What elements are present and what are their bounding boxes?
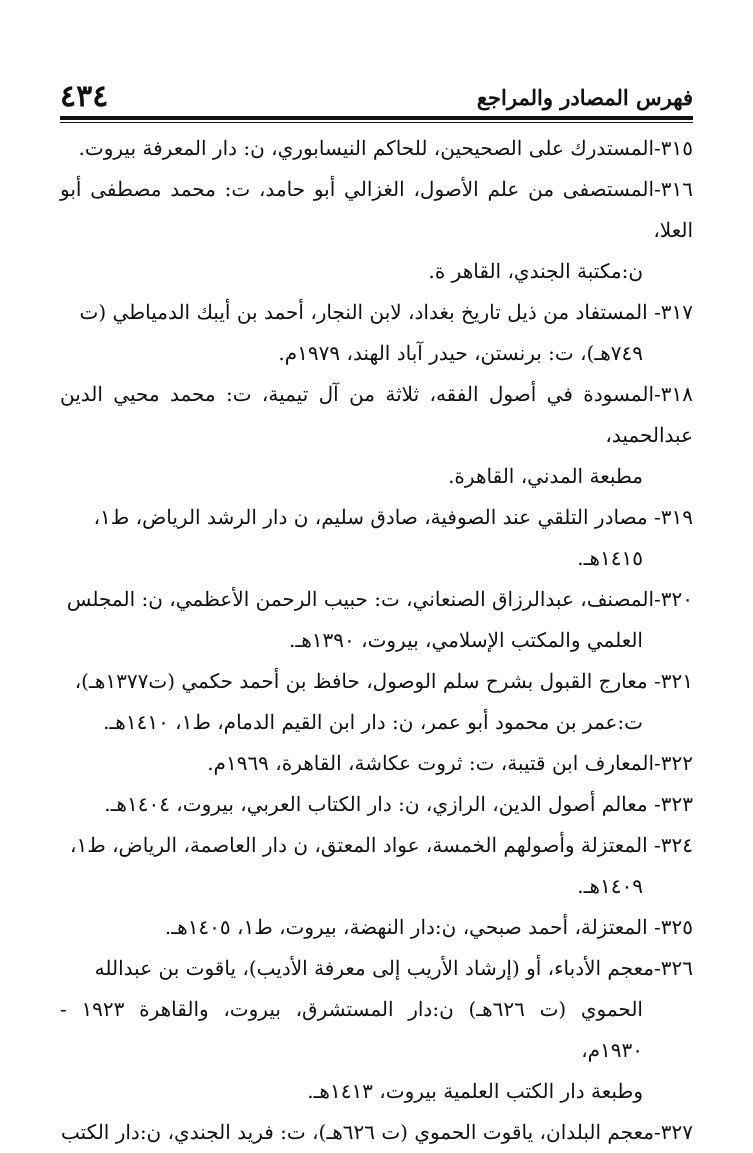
entry-line: ٣١٥-المستدرك على الصحيحين، للحاكم النيسابوري، ن: دار المعرفة بيروت.: [78, 136, 693, 160]
entry-continuation-line: ت:عمر بن محمود أبو عمر، ن: دار ابن القيم الدمام، ط١، ١٤١٠هـ.: [103, 710, 643, 734]
bibliography-list: [60, 128, 693, 1153]
bibliography-entry: [60, 907, 693, 948]
running-title: فهرس المصادر والمراجع: [476, 85, 693, 110]
entry-line: ٣٢٢-المعارف ابن قتيبة، ت: ثروت عكاشة، القاهرة، ١٩٦٩م.: [207, 751, 693, 775]
entry-line: ٣١٦-المستصفى من علم الأصول، الغزالي أبو حامد، ت: محمد مصطفى أبو العلا،: [60, 177, 693, 242]
entry-line: ٣٢٥- المعتزلة، أحمد صبحي، ن:دار النهضة، بيروت، ط١، ١٤٠٥هـ.: [164, 915, 693, 939]
entry-continuation-line: ٧٤٩هـ)، ت: برنستن، حيدر آباد الهند، ١٩٧٩م.: [278, 341, 643, 365]
bibliography-entry: [60, 579, 693, 661]
entry-continuation-line: ن:مكتبة الجندي، القاهر ة.: [428, 259, 643, 283]
bibliography-entry: [60, 1112, 693, 1153]
entry-continuation-line: وطبعة دار الكتب العلمية بيروت، ١٤١٣هـ.: [307, 1079, 643, 1103]
entry-line: ٣١٨-المسودة في أصول الفقه، ثلاثة من آل تيمية، ت: محمد محيي الدين عبدالحميد،: [60, 382, 693, 447]
entry-continuation-line: العلمي والمكتب الإسلامي، بيروت، ١٣٩٠هـ.: [289, 628, 643, 652]
entry-continuation-line: الحموي (ت ٦٢٦هـ) ن:دار المستشرق، بيروت، والقاهرة ١٩٢٣ - ١٩٣٠م،: [60, 997, 643, 1062]
entry-line: ٣٢٣- معالم أصول الدين، الرازي، ن: دار الكتاب العربي، بيروت، ١٤٠٤هـ.: [104, 792, 693, 816]
bibliography-entry: [60, 948, 693, 1112]
page-header: [60, 72, 693, 112]
bibliography-entry: [60, 497, 693, 579]
entry-line: ٣٢٧-معجم البلدان، ياقوت الحموي (ت ٦٢٦هـ)، ت: فريد الجندي، ن:دار الكتب: [60, 1120, 693, 1144]
header-rule-thick: [60, 116, 693, 120]
bibliography-entry: [60, 128, 693, 169]
entry-line: ٣١٩- مصادر التلقي عند الصوفية، صادق سليم، ن دار الرشد الرياض، ط١،: [93, 505, 693, 529]
bibliography-entry: [60, 292, 693, 374]
entry-line: ٣٢٠-المصنف، عبدالرزاق الصنعاني، ت: حبيب الرحمن الأعظمي، ن: المجلس: [66, 587, 693, 611]
entry-line: ٣٢٤- المعتزلة وأصولهم الخمسة، عواد المعتق، ن دار العاصمة، الرياض، ط١،: [70, 833, 693, 857]
entry-continuation-line: ١٤١٥هـ.: [577, 546, 643, 570]
bibliography-entry: [60, 661, 693, 743]
entry-line: ٣١٧- المستفاد من ذيل تاريخ بغداد، لابن النجار، أحمد بن أيبك الدمياطي (ت: [79, 300, 693, 324]
bibliography-entry: [60, 743, 693, 784]
entry-line: ٣٢٦-معجم الأدباء، أو (إرشاد الأريب إلى معرفة الأديب)، ياقوت بن عبدالله: [94, 956, 693, 980]
bibliography-entry: [60, 169, 693, 292]
entry-continuation-line: ١٤٠٩هـ.: [577, 874, 643, 898]
header-rule-thin: [60, 122, 693, 123]
bibliography-entry: [60, 784, 693, 825]
entry-line: ٣٢١- معارج القبول بشرح سلم الوصول، حافظ بن أحمد حكمي (ت١٣٧٧هـ)،: [74, 669, 693, 693]
page-number: ٤٣٤: [60, 79, 109, 114]
bibliography-entry: [60, 825, 693, 907]
bibliography-entry: [60, 374, 693, 497]
entry-continuation-line: مطبعة المدني، القاهرة.: [448, 464, 643, 488]
